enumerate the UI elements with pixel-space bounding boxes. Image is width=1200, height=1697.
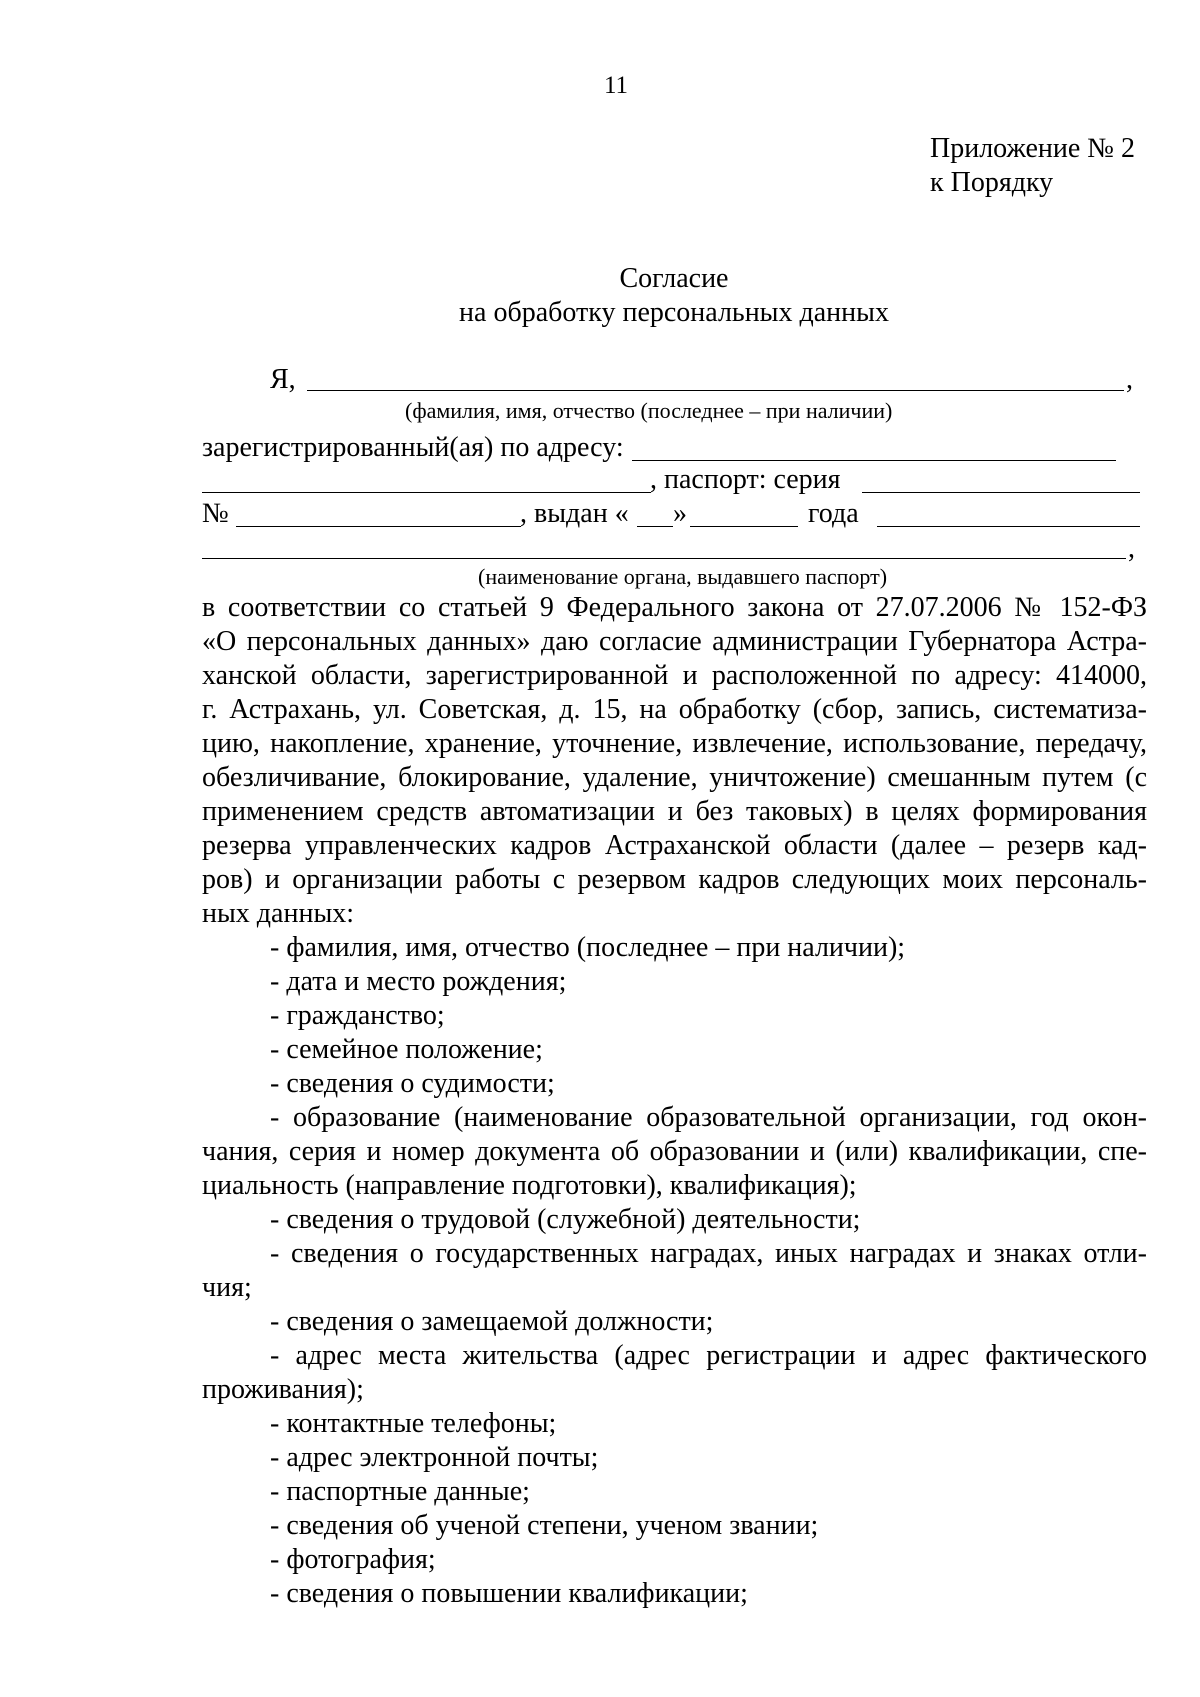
- appendix-line-2: к Порядку: [930, 167, 1054, 198]
- form-ya-label: Я,: [270, 364, 296, 395]
- address-field-2: [202, 492, 651, 493]
- passport-number-label: №: [202, 498, 229, 529]
- issued-day-field: [637, 526, 673, 527]
- list-item: - контактные телефоны;: [270, 1408, 557, 1439]
- fio-field: [307, 390, 1124, 391]
- body-line: ных данных:: [202, 898, 355, 929]
- year-label: года: [808, 498, 859, 529]
- page-number: 11: [603, 72, 629, 99]
- body-line: ров) и организации работы с резервом кадров следующих моих персональ-: [202, 864, 1147, 895]
- appendix-line-1: Приложение № 2: [930, 133, 1135, 164]
- list-item: чия;: [202, 1272, 252, 1303]
- list-item: - сведения о государственных наградах, иных наградах и знаках отли-: [270, 1238, 1147, 1269]
- list-item: - адрес электронной почты;: [270, 1442, 599, 1473]
- list-item: - паспортные данные;: [270, 1476, 530, 1507]
- form-comma-1: ,: [1126, 364, 1133, 395]
- list-item: - адрес места жительства (адрес регистрации и адрес фактического: [270, 1340, 1147, 1371]
- body-line: «О персональных данных» даю согласие администрации Губернатора Астра-: [202, 626, 1147, 657]
- list-item: - образование (наименование образовательной организации, год окон-: [270, 1102, 1147, 1133]
- list-item: - гражданство;: [270, 1000, 445, 1031]
- issued-quote-close: »: [673, 498, 687, 529]
- list-item: проживания);: [202, 1374, 364, 1405]
- body-line: применением средств автоматизации и без таковых) в целях формирования: [202, 796, 1147, 827]
- list-item: - семейное положение;: [270, 1034, 543, 1065]
- list-item: - сведения о судимости;: [270, 1068, 555, 1099]
- list-item: - сведения о замещаемой должности;: [270, 1306, 714, 1337]
- list-item: - фамилия, имя, отчество (последнее – при наличии);: [270, 932, 906, 963]
- body-line: ханской области, зарегистрированной и расположенной по адресу: 414000,: [202, 660, 1147, 691]
- form-comma-2: ,: [1128, 533, 1135, 564]
- list-item: - сведения об ученой степени, ученом звании;: [270, 1510, 819, 1541]
- body-line: в соответствии со статьей 9 Федерального закона от 27.07.2006 № 152-ФЗ: [202, 592, 1147, 623]
- registered-label: зарегистрированный(ая) по адресу:: [202, 432, 624, 463]
- title-line-1: Согласие: [619, 263, 729, 294]
- issued-year-field: [877, 526, 1140, 527]
- body-line: обезличивание, блокирование, удаление, уничтожение) смешанным путем (с: [202, 762, 1147, 793]
- address-field-1: [632, 460, 1116, 461]
- body-line: резерва управленческих кадров Астраханской области (далее – резерв кад-: [202, 830, 1147, 861]
- body-line: г. Астрахань, ул. Советская, д. 15, на обработку (сбор, запись, систематиза-: [202, 694, 1147, 725]
- list-item: - сведения о трудовой (служебной) деятельности;: [270, 1204, 861, 1235]
- body-line: цию, накопление, хранение, уточнение, извлечение, использование, передачу,: [202, 728, 1147, 759]
- issuer-caption: (наименование органа, выдавшего паспорт): [478, 564, 888, 589]
- fio-caption: (фамилия, имя, отчество (последнее – при наличии): [405, 398, 893, 423]
- list-item: циальность (направление подготовки), квалификация);: [202, 1170, 857, 1201]
- passport-series-field: [862, 492, 1140, 493]
- issued-month-field: [690, 526, 798, 527]
- passport-number-field: [236, 526, 521, 527]
- passport-series-label: , паспорт: серия: [650, 464, 841, 495]
- list-item: - сведения о повышении квалификации;: [270, 1578, 748, 1609]
- list-item: - фотография;: [270, 1544, 436, 1575]
- title-line-2: на обработку персональных данных: [459, 297, 889, 328]
- issued-label: , выдан «: [520, 498, 629, 529]
- list-item: чания, серия и номер документа об образовании и (или) квалификации, спе-: [202, 1136, 1147, 1167]
- list-item: - дата и место рождения;: [270, 966, 567, 997]
- issuer-field: [202, 558, 1126, 559]
